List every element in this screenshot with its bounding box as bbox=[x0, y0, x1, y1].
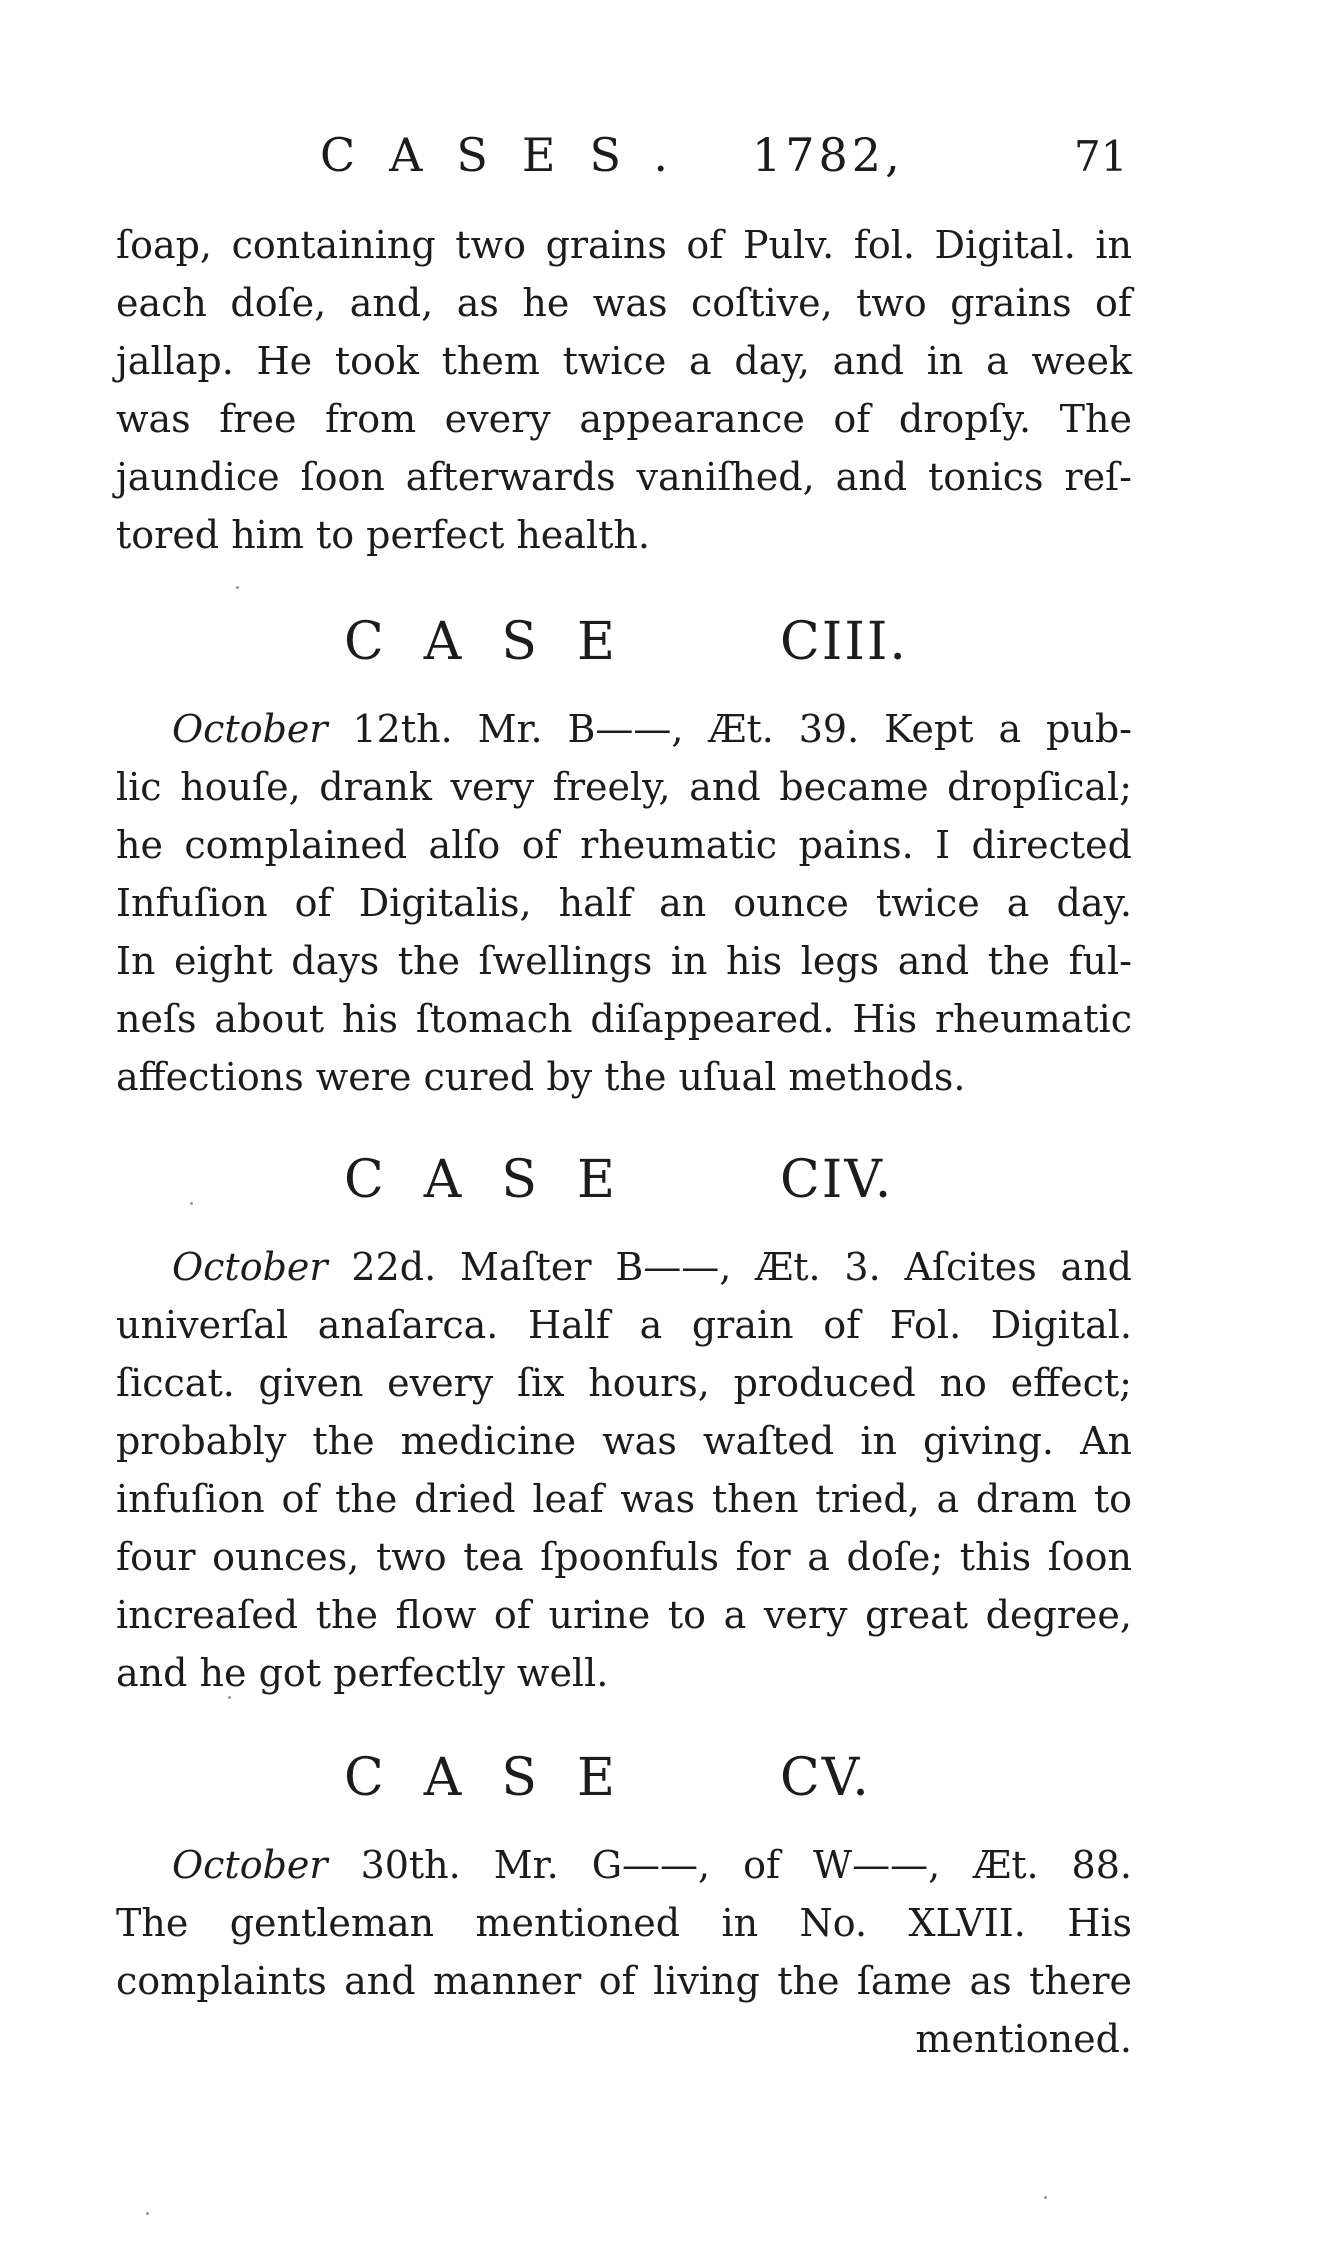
running-title: CASES. bbox=[320, 128, 703, 182]
case-line-text: 22d. Maſter B——, Æt. 3. Aſcites and bbox=[351, 1245, 1132, 1289]
text-line: was free from every appearance of dropſy. The bbox=[116, 397, 1132, 441]
text-line: tored him to perfect health. bbox=[116, 513, 650, 557]
text-line: each doſe, and, as he was coſtive, two grains of bbox=[116, 281, 1132, 325]
intro-paragraph bbox=[116, 216, 1132, 564]
text-line: four ounces, two tea ſpoonfuls for a doſe; this ſoon bbox=[116, 1535, 1132, 1579]
case-line-text: 12th. Mr. B——, Æt. 39. Kept a pub- bbox=[352, 707, 1132, 751]
paper-speck bbox=[236, 586, 239, 589]
text-line: The gentleman mentioned in No. XLVII. His bbox=[116, 1901, 1132, 1945]
text-line: and he got perfectly well. bbox=[116, 1651, 609, 1695]
case-heading-word: CASE bbox=[344, 612, 655, 672]
text-line: probably the medicine was waſted in giving. An bbox=[116, 1419, 1132, 1463]
paper-speck bbox=[190, 1202, 193, 1205]
case-heading-cv bbox=[0, 1748, 1332, 1818]
case-month: October bbox=[172, 1245, 328, 1289]
text-line: ſiccat. given every ſix hours, produced no effect; bbox=[116, 1361, 1132, 1405]
case-ciii-paragraph bbox=[116, 700, 1132, 1106]
running-year: 1782, bbox=[752, 128, 904, 182]
text-line: increaſed the flow of urine to a very great degree, bbox=[116, 1593, 1132, 1637]
text-line bbox=[116, 700, 1132, 758]
case-month: October bbox=[172, 707, 328, 751]
text-line: he complained alſo of rheumatic pains. I directed bbox=[116, 823, 1132, 867]
text-line: lic houſe, drank very freely, and became dropſical; bbox=[116, 765, 1132, 809]
case-heading-number: CV. bbox=[780, 1748, 871, 1808]
text-line: affections were cured by the uſual methods. bbox=[116, 1055, 966, 1099]
case-cv-paragraph bbox=[116, 1836, 1132, 2068]
text-line bbox=[116, 1238, 1132, 1296]
text-line: In eight days the ſwellings in his legs and the ful- bbox=[116, 939, 1132, 983]
case-month: October bbox=[172, 1843, 328, 1887]
text-line: ſoap, containing two grains of Pulv. fol. Digital. in bbox=[116, 223, 1132, 267]
text-line: Infuſion of Digitalis, half an ounce twice a day. bbox=[116, 881, 1132, 925]
case-heading-word: CASE bbox=[344, 1748, 655, 1808]
paper-speck bbox=[146, 2212, 149, 2215]
case-heading-number: CIV. bbox=[780, 1150, 894, 1210]
text-line bbox=[116, 1836, 1132, 1894]
running-head bbox=[0, 128, 1332, 188]
case-heading-civ bbox=[0, 1150, 1332, 1220]
text-line: neſs about his ſtomach diſappeared. His rheumatic bbox=[116, 997, 1132, 1041]
paper-speck bbox=[1044, 2196, 1047, 2199]
text-line: jallap. He took them twice a day, and in a week bbox=[116, 339, 1132, 383]
case-heading-number: CIII. bbox=[780, 612, 908, 672]
text-line: jaundice ſoon afterwards vaniſhed, and tonics reſ- bbox=[116, 455, 1132, 499]
paper-speck bbox=[228, 1696, 231, 1699]
case-heading-word: CASE bbox=[344, 1150, 655, 1210]
case-civ-paragraph bbox=[116, 1238, 1132, 1702]
case-line-text: 30th. Mr. G——, of W——, Æt. 88. bbox=[360, 1843, 1132, 1887]
text-line: complaints and manner of living the ſame as there bbox=[116, 1959, 1132, 2003]
page-number: 71 bbox=[1074, 132, 1128, 181]
text-line: infuſion of the dried leaf was then tried, a dram to bbox=[116, 1477, 1132, 1521]
text-line: univerſal anaſarca. Half a grain of Fol. Digital. bbox=[116, 1303, 1132, 1347]
case-heading-ciii bbox=[0, 612, 1332, 682]
text-line: mentioned. bbox=[915, 2017, 1132, 2061]
